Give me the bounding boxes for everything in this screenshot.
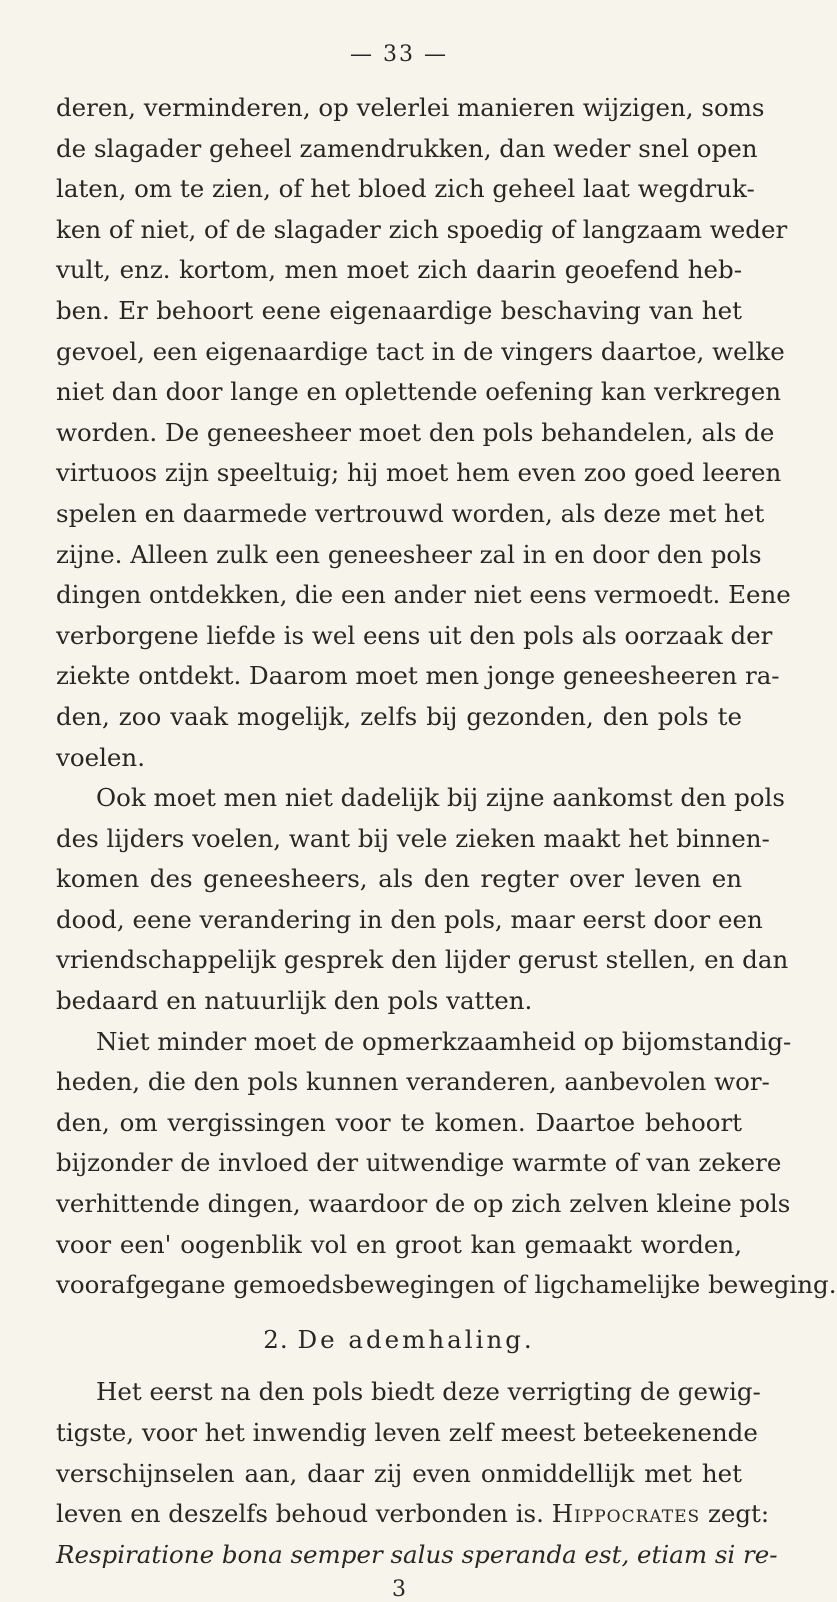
paragraph-3: [56, 1022, 837, 1306]
text-line: tigste, voor het inwendig leven zelf meest beteekenende: [56, 1418, 758, 1447]
page-number-header: — 33 —: [350, 42, 448, 67]
text-line: spelen en daarmede vertrouwd worden, als deze met het: [56, 498, 765, 528]
text-line: heden, die den pols kunnen veranderen, aanbevolen wor-: [56, 1067, 770, 1097]
text-line: vult, enz. kortom, men moet zich daarin geoefend heb-: [56, 255, 742, 285]
text-line: zijne. Alleen zulk een geneesheer zal in en door den pols: [56, 539, 762, 569]
text-line: des lijders voelen, want bij vele zieken maakt het binnen-: [56, 823, 770, 853]
text-line: komen des geneesheers, als den regter over leven en: [56, 864, 742, 894]
latin-quote: Respiratione bona semper salus speranda est, etiam si re-: [56, 1539, 778, 1569]
text-line: Ook moet men niet dadelijk bij zijne aankomst den pols: [96, 783, 785, 813]
text-line: den, zoo vaak mogelijk, zelfs bij gezonden, den pols te: [56, 701, 742, 731]
section-number: 2.: [263, 1324, 289, 1354]
text-segment: leven en deszelfs behoud verbonden is.: [56, 1499, 544, 1529]
text-line: ken of niet, of de slagader zich spoedig of langzaam weder: [56, 214, 788, 244]
text-line: verborgene liefde is wel eens uit den pols als oorzaak der: [56, 620, 773, 650]
text-line: verhittende dingen, waardoor de op zich zelven kleine pols: [56, 1189, 791, 1219]
text-line: bedaard en natuurlijk den pols vatten.: [56, 986, 533, 1016]
text-line: voelen.: [56, 742, 145, 772]
signature-mark: 3: [392, 1577, 406, 1602]
text-line: verschijnselen aan, daar zij even onmiddellijk met het: [56, 1458, 742, 1488]
text-line: [56, 1535, 778, 1576]
text-line: ziekte ontdekt. Daarom moet men jonge geneesheeren ra-: [56, 661, 780, 691]
text-line: niet dan door lange en oplettende oefening kan verkregen: [56, 377, 782, 407]
text-line: Niet minder moet de opmerkzaamheid op bijomstandig-: [96, 1026, 792, 1056]
text-line: bijzonder de invloed der uitwendige warmte of van zekere: [56, 1148, 782, 1178]
text-segment: zegt:: [707, 1499, 770, 1529]
text-line: voorafgegane gemoedsbewegingen of ligchamelijke beweging.: [56, 1270, 837, 1300]
text-line: den, om vergissingen voor te komen. Daartoe behoort: [56, 1107, 742, 1137]
text-line: dood, eene verandering in den pols, maar eerst door een: [56, 904, 763, 934]
text-line: ben. Er behoort eene eigenaardige beschaving van het: [56, 295, 742, 325]
text-line: de slagader geheel zamendrukken, dan weder snel open: [56, 133, 758, 163]
paragraph-1: [56, 88, 791, 778]
text-line: laten, om te zien, of het bloed zich geheel laat wegdruk-: [56, 174, 755, 204]
text-line: virtuoos zijn speeltuig; hij moet hem even zoo goed leeren: [56, 458, 782, 488]
section-title: De ademhaling.: [297, 1324, 535, 1354]
author-name: Hippocrates: [551, 1499, 701, 1529]
text-line: dingen ontdekken, die een ander niet eens vermoedt. Eene: [56, 580, 791, 610]
body-text: [56, 88, 837, 1575]
text-line: Het eerst na den pols biedt deze verrigting de gewig-: [96, 1377, 761, 1407]
text-line: vriendschappelijk gesprek den lijder gerust stellen, en dan: [56, 945, 789, 975]
text-line: gevoel, een eigenaardige tact in de vingers daartoe, welke: [56, 336, 785, 366]
paragraph-2: [56, 778, 789, 1022]
text-line: deren, verminderen, op velerlei manieren wijzigen, soms: [56, 93, 765, 122]
text-line: worden. De geneesheer moet den pols behandelen, als de: [56, 417, 775, 447]
paragraph-4: [56, 1372, 778, 1575]
section-heading: [56, 1320, 742, 1361]
text-line: [56, 1494, 770, 1535]
text-line: voor een' oogenblik vol en groot kan gemaakt worden,: [56, 1229, 742, 1259]
